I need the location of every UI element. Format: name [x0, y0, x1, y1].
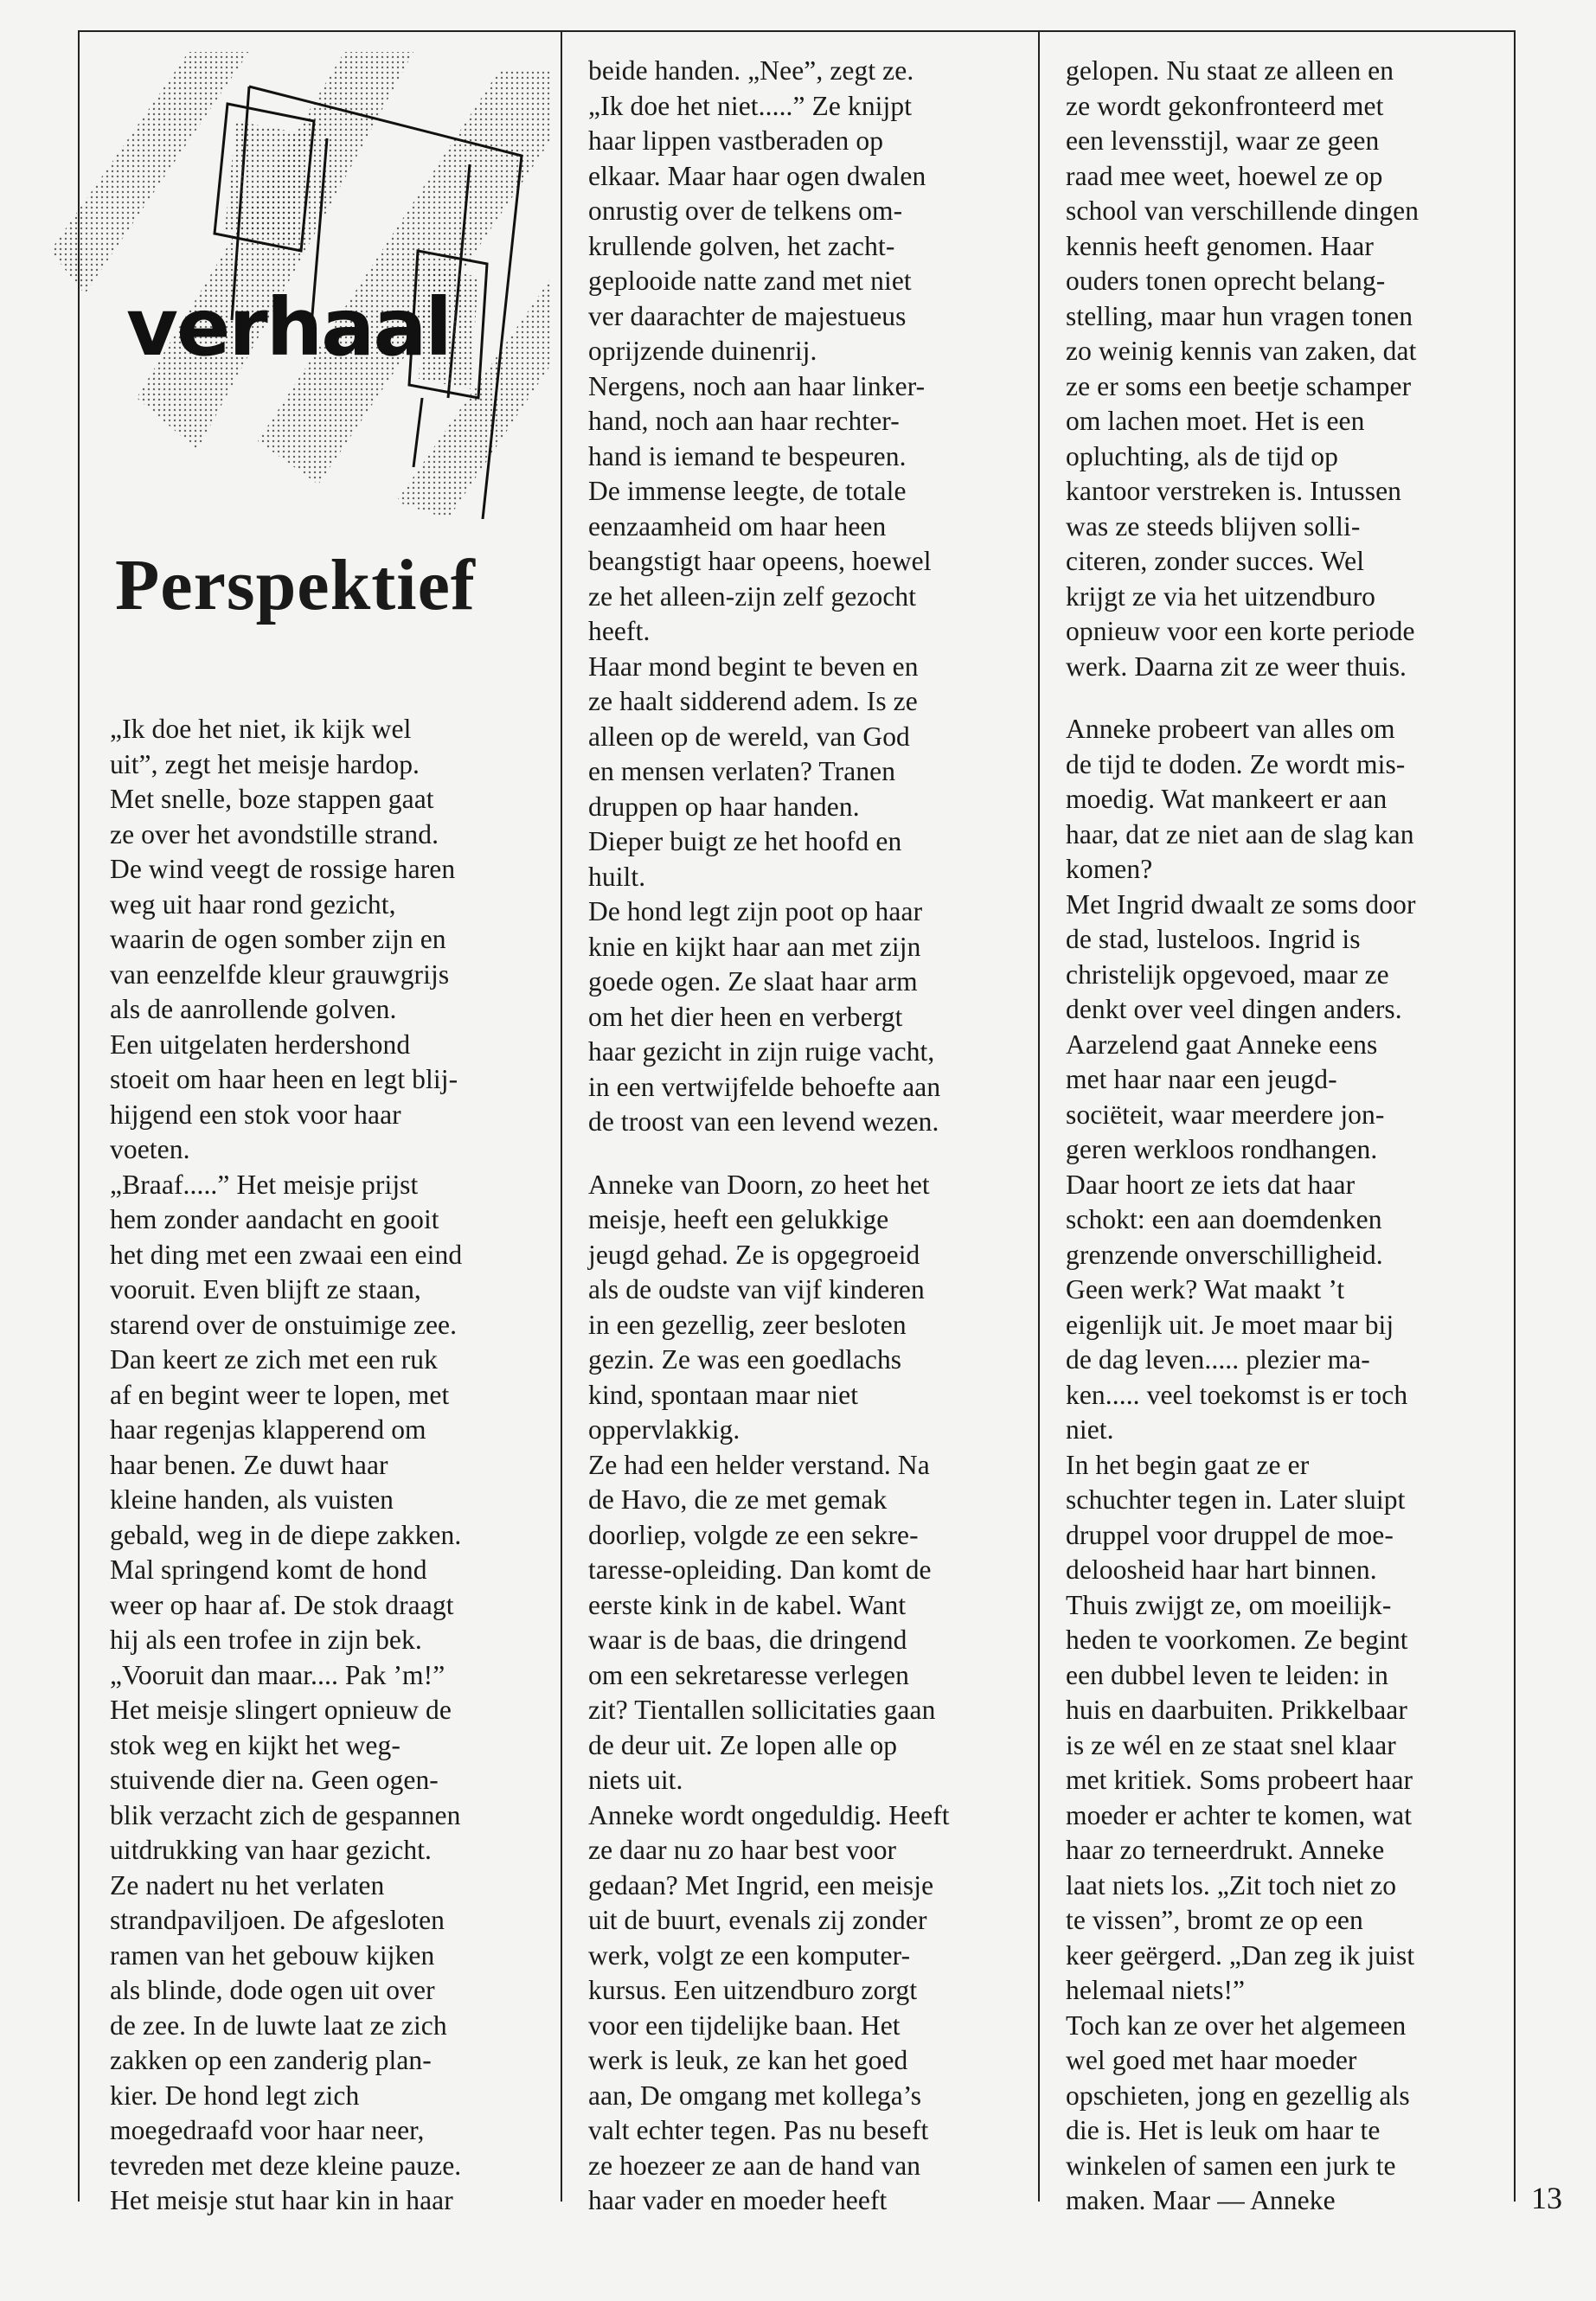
text-line: citeren, zonder succes. Wel: [1066, 546, 1365, 576]
text-column-3: [1066, 54, 1419, 2219]
text-line: de stad, lusteloos. Ingrid is: [1066, 924, 1361, 954]
text-line: voeten.: [110, 1134, 190, 1164]
text-line: stok weg en kijkt het weg-: [110, 1729, 401, 1760]
text-line: de deur uit. Ze lopen alle op: [588, 1729, 898, 1760]
text-line: elkaar. Maar haar ogen dwalen: [588, 160, 926, 191]
text-line: een dubbel leven te leiden: in: [1066, 1659, 1388, 1690]
text-line: met haar naar een jeugd-: [1066, 1064, 1337, 1094]
text-line: ze er soms een beetje schamper: [1066, 370, 1412, 401]
text-line: schuchter tegen in. Later sluipt: [1066, 1484, 1406, 1515]
text-line: blik verzacht zich de gespannen: [110, 1799, 461, 1830]
text-line: te vissen”, bromt ze op een: [1066, 1905, 1363, 1935]
text-line: opluchting, als de tijd op: [1066, 440, 1338, 471]
text-line: krijgt ze via het uitzendburo: [1066, 580, 1376, 612]
text-line: kantoor verstreken is. Intussen: [1066, 476, 1402, 506]
text-line: Met Ingrid dwaalt ze soms door: [1066, 888, 1416, 920]
text-line: huis en daarbuiten. Prikkelbaar: [1066, 1695, 1407, 1725]
text-line: taresse-opleiding. Dan komt de: [588, 1554, 932, 1585]
text-line: deloosheid haar hart binnen.: [1066, 1554, 1377, 1585]
text-line: de troost van een levend wezen.: [588, 1106, 939, 1137]
text-line: Met snelle, boze stappen gaat: [110, 784, 434, 814]
text-line: stuivende dier na. Geen ogen-: [110, 1765, 439, 1795]
text-line: aan, De omgang met kollega’s: [588, 2080, 922, 2111]
text-line: ze daar nu zo haar best voor: [588, 1835, 897, 1865]
text-line: ze wordt gekonfronteerd met: [1066, 90, 1384, 121]
text-line: vooruit. Even blijft ze staan,: [110, 1274, 421, 1304]
text-line: ken..... veel toekomst is er toch: [1066, 1379, 1408, 1410]
text-line: Dan keert ze zich met een ruk: [110, 1344, 438, 1375]
text-line: „Ik doe het niet.....” Ze knijpt: [588, 90, 913, 121]
text-line: gezin. Ze was een goedlachs: [588, 1344, 902, 1375]
text-line: werk. Daarna zit ze weer thuis.: [1066, 651, 1407, 682]
text-line: weer op haar af. De stok draagt: [110, 1589, 454, 1620]
text-line: ze het alleen-zijn zelf gezocht: [588, 580, 917, 612]
text-line: kind, spontaan maar niet: [588, 1379, 859, 1410]
text-line: schokt: een aan doemdenken: [1066, 1204, 1382, 1234]
text-line: Ze nadert nu het verlaten: [110, 1869, 385, 1900]
article-title: Perspektief: [115, 545, 476, 625]
text-line: uit de buurt, evenals zij zonder: [588, 1905, 927, 1935]
text-line: haar benen. Ze duwt haar: [110, 1449, 388, 1480]
text-line: Ze had een helder verstand. Na: [588, 1449, 930, 1480]
text-line: de tijd te doden. Ze wordt mis-: [1066, 748, 1406, 779]
column-rule-2: [1038, 30, 1040, 2202]
text-line: gebald, weg in de diepe zakken.: [110, 1519, 462, 1550]
text-line: Een uitgelaten herdershond: [110, 1029, 411, 1060]
text-line: als blinde, dode ogen uit over: [110, 1975, 435, 2005]
text-line: eigenlijk uit. Je moet maar bij: [1066, 1309, 1394, 1340]
text-line: was ze steeds blijven solli-: [1066, 510, 1361, 542]
text-line: met kritiek. Soms probeert haar: [1066, 1765, 1413, 1795]
text-line: haar vader en moeder heeft: [588, 2185, 888, 2215]
text-line: van eenzelfde kleur grauwgrijs: [110, 958, 450, 990]
text-line: hem zonder aandacht en gooit: [110, 1204, 439, 1234]
text-line: niets uit.: [588, 1765, 683, 1795]
text-line: Mal springend komt de hond: [110, 1554, 427, 1585]
text-line: de Havo, die ze met gemak: [588, 1484, 888, 1515]
text-line: haar zo terneerdrukt. Anneke: [1066, 1835, 1385, 1865]
text-line: moedig. Wat mankeert er aan: [1066, 784, 1388, 814]
text-line: Anneke wordt ongeduldig. Heeft: [588, 1799, 950, 1830]
text-line: kleine handen, als vuisten: [110, 1484, 394, 1515]
text-line: stelling, maar hun vragen tonen: [1066, 300, 1413, 331]
text-line: „Ik doe het niet, ik kijk wel: [110, 714, 412, 744]
text-line: Daar hoort ze iets dat haar: [1066, 1169, 1356, 1200]
text-line: De wind veegt de rossige haren: [110, 854, 456, 884]
text-line: haar regenjas klapperend om: [110, 1414, 426, 1445]
text-line: uitdrukking van haar gezicht.: [110, 1835, 433, 1865]
text-line: grenzende onverschilligheid.: [1066, 1239, 1383, 1270]
text-line: „Vooruit dan maar.... Pak ’m!”: [110, 1659, 445, 1690]
text-line: ze haalt sidderend adem. Is ze: [588, 686, 918, 716]
text-line: ouders tonen oprecht belang-: [1066, 266, 1386, 296]
text-line: moegedraafd voor haar neer,: [110, 2115, 425, 2145]
text-line: ver daarachter de majestueus: [588, 300, 907, 331]
text-line: hij als een trofee in zijn bek.: [110, 1625, 422, 1655]
text-line: heden te voorkomen. Ze begint: [1066, 1625, 1408, 1655]
text-line: alleen op de wereld, van God: [588, 721, 910, 752]
text-line: school van verschillende dingen: [1066, 195, 1420, 226]
text-line: opnieuw voor een korte periode: [1066, 616, 1415, 646]
text-line: wel goed met haar moeder: [1066, 2045, 1357, 2075]
text-line: Haar mond begint te beven en: [588, 651, 919, 682]
text-line: Aarzelend gaat Anneke eens: [1066, 1029, 1378, 1060]
text-line: Thuis zwijgt ze, om moeilijk-: [1066, 1589, 1392, 1620]
text-line: Anneke probeert van alles om: [1066, 714, 1395, 744]
text-line: beangstigt haar opeens, hoewel: [588, 546, 932, 576]
text-line: kursus. Een uitzendburo zorgt: [588, 1975, 918, 2005]
text-line: hand, noch aan haar rechter-: [588, 406, 900, 436]
text-line: als de oudste van vijf kinderen: [588, 1274, 925, 1304]
text-line: ze over het avondstille strand.: [110, 818, 439, 849]
text-line: De hond legt zijn poot op haar: [588, 896, 923, 926]
text-line: een levensstijl, waar ze geen: [1066, 125, 1380, 156]
text-line: Het meisje slingert opnieuw de: [110, 1695, 452, 1725]
text-line: af en begint weer te lopen, met: [110, 1379, 450, 1410]
text-line: goede ogen. Ze slaat haar arm: [588, 966, 918, 997]
text-line: raad mee weet, hoewel ze op: [1066, 160, 1383, 191]
text-line: en mensen verlaten? Tranen: [588, 756, 896, 786]
paragraph-gap: [588, 1140, 950, 1168]
text-line: eerste kink in de kabel. Want: [588, 1589, 907, 1620]
text-line: gedaan? Met Ingrid, een meisje: [588, 1869, 934, 1900]
text-line: opschieten, jong en gezellig als: [1066, 2080, 1410, 2111]
text-line: doorliep, volgde ze een sekre-: [588, 1519, 919, 1550]
text-line: komen?: [1066, 854, 1153, 884]
text-line: christelijk opgevoed, maar ze: [1066, 958, 1389, 990]
page-number: 13: [1531, 2181, 1562, 2215]
text-line: strandpaviljoen. De afgesloten: [110, 1905, 445, 1935]
text-line: niet.: [1066, 1414, 1114, 1445]
text-line: werk is leuk, ze kan het goed: [588, 2045, 908, 2075]
text-line: meisje, heeft een gelukkige: [588, 1204, 889, 1234]
text-line: sociëteit, waar meerdere jon-: [1066, 1099, 1385, 1130]
text-line: om het dier heen en verbergt: [588, 1001, 903, 1032]
text-line: die is. Het is leuk om haar te: [1066, 2115, 1381, 2145]
text-line: de zee. In de luwte laat ze zich: [110, 2009, 447, 2041]
text-line: kier. De hond legt zich: [110, 2080, 360, 2111]
text-line: om lachen moet. Het is een: [1066, 406, 1365, 436]
text-line: ze hoezeer ze aan de hand van: [588, 2150, 921, 2181]
text-line: laat niets los. „Zit toch niet zo: [1066, 1869, 1397, 1900]
text-line: onrustig over de telkens om-: [588, 195, 903, 226]
text-line: in een gezellig, zeer besloten: [588, 1309, 907, 1340]
text-line: voor een tijdelijke baan. Het: [588, 2009, 901, 2041]
text-line: eenzaamheid om haar heen: [588, 510, 887, 542]
text-line: als de aanrollende golven.: [110, 994, 397, 1024]
text-line: knie en kijkt haar aan met zijn: [588, 931, 921, 962]
text-line: valt echter tegen. Pas nu beseft: [588, 2115, 929, 2145]
text-line: huilt.: [588, 861, 646, 892]
text-line: „Braaf.....” Het meisje prijst: [110, 1169, 419, 1200]
column-rule-right: [1514, 30, 1516, 2202]
text-line: Het meisje stut haar kin in haar: [110, 2185, 453, 2215]
text-line: Dieper buigt ze het hoofd en: [588, 826, 902, 856]
text-line: geplooide natte zand met niet: [588, 266, 912, 296]
text-line: haar gezicht in zijn ruige vacht,: [588, 1036, 935, 1067]
text-line: druppel voor druppel de moe-: [1066, 1519, 1394, 1550]
logo-word: verhaal: [126, 281, 451, 374]
text-line: gelopen. Nu staat ze alleen en: [1066, 55, 1394, 86]
text-line: keer geërgerd. „Dan zeg ik juist: [1066, 1939, 1415, 1971]
text-line: druppen op haar handen.: [588, 791, 860, 822]
text-line: In het begin gaat ze er: [1066, 1449, 1310, 1480]
verhaal-logo: [33, 35, 552, 519]
text-line: starend over de onstuimige zee.: [110, 1309, 458, 1340]
text-line: helemaal niets!”: [1066, 1975, 1246, 2005]
text-line: krullende golven, het zacht-: [588, 230, 895, 261]
text-line: uit”, zegt het meisje hardop.: [110, 748, 420, 779]
text-line: geren werkloos rondhangen.: [1066, 1134, 1378, 1164]
text-line: zakken op een zanderig plan-: [110, 2045, 432, 2075]
text-line: tevreden met deze kleine pauze.: [110, 2150, 462, 2181]
text-line: beide handen. „Nee”, zegt ze.: [588, 55, 914, 86]
text-line: om een sekretaresse verlegen: [588, 1659, 909, 1690]
text-line: haar lippen vastberaden op: [588, 125, 884, 156]
text-line: oppervlakkig.: [588, 1414, 740, 1445]
text-line: winkelen of samen een jurk te: [1066, 2150, 1396, 2181]
text-line: stoeit om haar heen en legt blij-: [110, 1064, 458, 1094]
text-line: hand is iemand te bespeuren.: [588, 440, 907, 471]
text-line: in een vertwijfelde behoefte aan: [588, 1071, 941, 1102]
text-line: oprijzende duinenrij.: [588, 336, 817, 366]
text-column-2: [588, 54, 950, 2219]
text-line: het ding met een zwaai een eind: [110, 1239, 463, 1270]
text-line: haar, dat ze niet aan de slag kan: [1066, 818, 1414, 849]
text-line: zo weinig kennis van zaken, dat: [1066, 336, 1417, 366]
text-line: ramen van het gebouw kijken: [110, 1939, 435, 1971]
text-line: Toch kan ze over het algemeen: [1066, 2009, 1407, 2041]
column-rule-1: [561, 30, 562, 2202]
text-line: jeugd gehad. Ze is opgegroeid: [588, 1239, 920, 1270]
text-line: werk, volgt ze een komputer-: [588, 1939, 911, 1971]
text-line: heeft.: [588, 616, 651, 646]
text-line: maken. Maar — Anneke: [1066, 2185, 1336, 2215]
text-line: Anneke van Doorn, zo heet het: [588, 1169, 930, 1200]
text-line: De immense leegte, de totale: [588, 476, 907, 506]
text-line: weg uit haar rond gezicht,: [110, 888, 396, 920]
text-line: hijgend een stok voor haar: [110, 1099, 401, 1130]
text-line: is ze wél en ze staat snel klaar: [1066, 1729, 1396, 1760]
text-column-1: [110, 712, 462, 2219]
paragraph-gap: [1066, 684, 1419, 712]
text-line: kennis heeft genomen. Haar: [1066, 230, 1374, 261]
text-line: Geen werk? Wat maakt ’t: [1066, 1274, 1345, 1304]
text-line: Nergens, noch aan haar linker-: [588, 370, 926, 401]
text-line: zit? Tientallen sollicitaties gaan: [588, 1695, 936, 1725]
text-line: denkt over veel dingen anders.: [1066, 994, 1402, 1024]
text-line: waar is de baas, die dringend: [588, 1625, 907, 1655]
text-line: de dag leven..... plezier ma-: [1066, 1344, 1370, 1375]
text-line: waarin de ogen somber zijn en: [110, 924, 446, 954]
text-line: moeder er achter te komen, wat: [1066, 1799, 1413, 1830]
